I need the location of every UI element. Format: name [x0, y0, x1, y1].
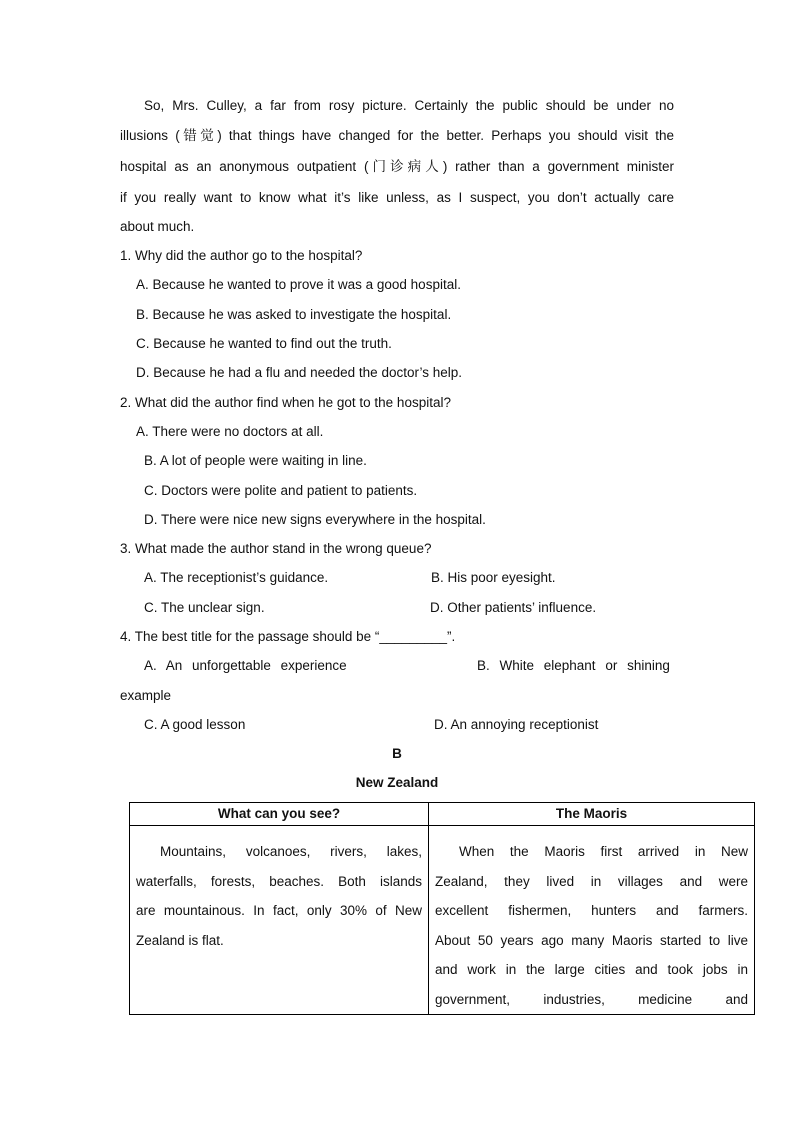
question-1-stem: 1. Why did the author go to the hospital?: [120, 248, 363, 263]
table-cell-what-can-you-see: [130, 826, 429, 1015]
right-cell-line-3: excellent fishermen, hunters and farmers.: [435, 903, 748, 918]
passage-line-2: illusions (错觉) that things have changed for the better. Perhaps you should visit the: [120, 128, 674, 143]
question-3-option-c: C. The unclear sign.: [144, 600, 265, 615]
question-3-option-a: A. The receptionist’s guidance.: [144, 570, 329, 585]
question-1-option-b: B. Because he was asked to investigate the hospital.: [136, 307, 452, 322]
table-header-the-maoris: The Maoris: [429, 803, 755, 826]
passage-line-5: about much.: [120, 219, 195, 234]
question-3-option-d: D. Other patients’ influence.: [430, 600, 597, 615]
question-4-option-a: A. An unforgettable experience: [144, 658, 347, 673]
passage-line-3: hospital as an anonymous outpatient (门诊病人) rather than a government minister: [120, 159, 674, 174]
question-4-stem: 4. The best title for the passage should be “_________”.: [120, 629, 456, 644]
left-cell-line-3: are mountainous. In fact, only 30% of New: [136, 903, 422, 918]
question-3-option-b: B. His poor eyesight.: [431, 570, 556, 585]
left-cell-line-4: Zealand is flat.: [136, 932, 224, 948]
section-title: New Zealand: [355, 775, 439, 790]
question-3-stem: 3. What made the author stand in the wrong queue?: [120, 541, 432, 556]
right-cell-line-6: government, industries, medicine and: [435, 991, 748, 1007]
question-4-option-c: C. A good lesson: [144, 717, 246, 732]
left-cell-line-2: waterfalls, forests, beaches. Both islands: [136, 873, 422, 889]
right-cell-line-1: When the Maoris first arrived in New: [459, 844, 748, 859]
question-2-option-a: A. There were no doctors at all.: [136, 424, 324, 439]
question-4-option-d: D. An annoying receptionist: [434, 717, 599, 732]
question-4-option-b: B. White elephant or shining: [477, 658, 670, 673]
new-zealand-table: [129, 802, 755, 1015]
table-cell-the-maoris: [429, 826, 755, 1015]
right-cell-line-5: and work in the large cities and took jobs in: [435, 962, 748, 977]
section-letter: B: [392, 746, 402, 761]
question-2-option-d: D. There were nice new signs everywhere in the hospital.: [144, 512, 486, 527]
question-2-stem: 2. What did the author find when he got to the hospital?: [120, 395, 451, 410]
passage-line-4: if you really want to know what it’s like unless, as I suspect, you don’t actually care: [120, 190, 674, 205]
right-cell-line-4: About 50 years ago many Maoris started to live: [435, 932, 748, 948]
question-2-option-b: B. A lot of people were waiting in line.: [144, 453, 367, 468]
table-header-what-can-you-see: What can you see?: [130, 803, 429, 826]
passage-line-1: So, Mrs. Culley, a far from rosy picture. Certainly the public should be under no: [144, 98, 674, 113]
question-1-option-c: C. Because he wanted to find out the truth.: [136, 336, 392, 351]
question-1-option-a: A. Because he wanted to prove it was a good hospital.: [136, 277, 461, 292]
right-cell-line-2: Zealand, they lived in villages and were: [435, 873, 748, 889]
question-2-option-c: C. Doctors were polite and patient to patients.: [144, 483, 418, 498]
question-4-option-b-continued: example: [120, 688, 172, 703]
question-1-option-d: D. Because he had a flu and needed the doctor’s help.: [136, 365, 462, 380]
left-cell-line-1: Mountains, volcanoes, rivers, lakes,: [160, 844, 422, 859]
